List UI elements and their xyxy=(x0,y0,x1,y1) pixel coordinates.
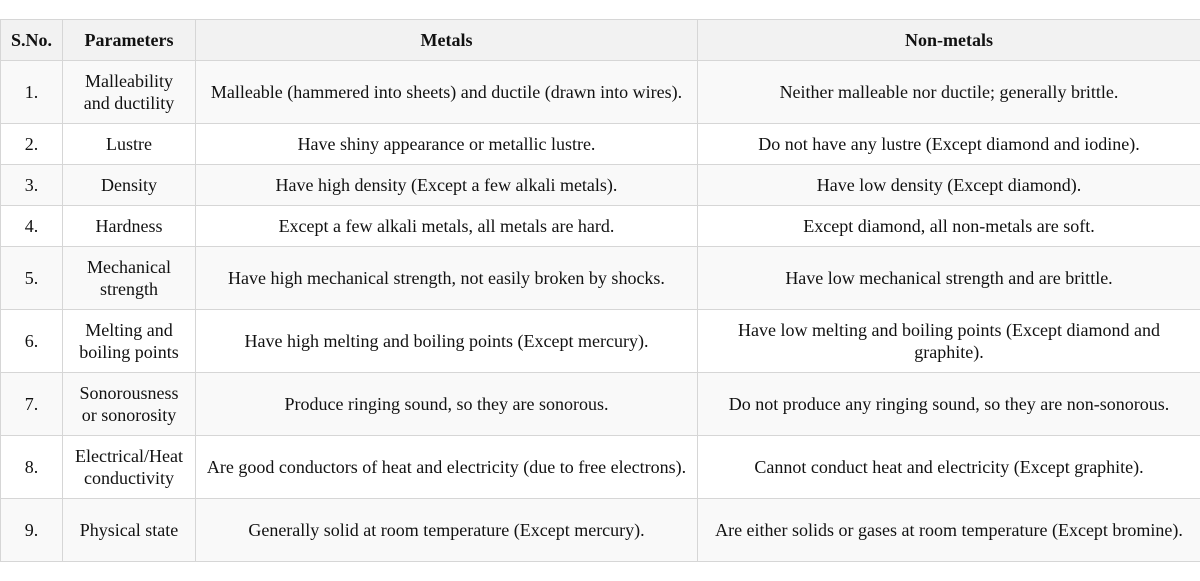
table-row xyxy=(1,165,1200,206)
cell-metals: Have high density (Except a few alkali metals). xyxy=(196,165,698,206)
cell-nonmetals: Neither malleable nor ductile; generally brittle. xyxy=(698,61,1200,124)
table-row xyxy=(1,124,1200,165)
table-row xyxy=(1,310,1200,373)
cell-nonmetals: Do not produce any ringing sound, so they are non-sonorous. xyxy=(698,373,1200,436)
cell-sno: 7. xyxy=(1,373,63,436)
header-metals: Metals xyxy=(196,20,698,61)
cell-parameter: Electrical/Heat conductivity xyxy=(63,436,196,499)
header-sno: S.No. xyxy=(1,20,63,61)
cell-metals: Generally solid at room temperature (Except mercury). xyxy=(196,499,698,562)
cell-metals: Except a few alkali metals, all metals are hard. xyxy=(196,206,698,247)
cell-parameter: Melting and boiling points xyxy=(63,310,196,373)
table-row xyxy=(1,247,1200,310)
cell-parameter: Density xyxy=(63,165,196,206)
header-nonmetals: Non-metals xyxy=(698,20,1200,61)
cell-metals: Have high melting and boiling points (Except mercury). xyxy=(196,310,698,373)
cell-parameter: Lustre xyxy=(63,124,196,165)
cell-sno: 5. xyxy=(1,247,63,310)
cell-nonmetals: Cannot conduct heat and electricity (Except graphite). xyxy=(698,436,1200,499)
cell-nonmetals: Have low density (Except diamond). xyxy=(698,165,1200,206)
cell-nonmetals: Have low mechanical strength and are brittle. xyxy=(698,247,1200,310)
metals-nonmetals-table xyxy=(0,19,1200,562)
cell-metals: Malleable (hammered into sheets) and ductile (drawn into wires). xyxy=(196,61,698,124)
table-row xyxy=(1,373,1200,436)
cell-nonmetals: Do not have any lustre (Except diamond and iodine). xyxy=(698,124,1200,165)
cell-metals: Have shiny appearance or metallic lustre. xyxy=(196,124,698,165)
cell-parameter: Physical state xyxy=(63,499,196,562)
cell-metals: Have high mechanical strength, not easily broken by shocks. xyxy=(196,247,698,310)
cell-metals: Are good conductors of heat and electricity (due to free electrons). xyxy=(196,436,698,499)
cell-metals: Produce ringing sound, so they are sonorous. xyxy=(196,373,698,436)
table-row xyxy=(1,61,1200,124)
table-header-row xyxy=(1,20,1200,61)
table-row xyxy=(1,436,1200,499)
cell-parameter: Malleability and ductility xyxy=(63,61,196,124)
cell-nonmetals: Are either solids or gases at room temperature (Except bromine). xyxy=(698,499,1200,562)
cell-parameter: Hardness xyxy=(63,206,196,247)
cell-parameter: Sonorousness or sonorosity xyxy=(63,373,196,436)
cell-parameter: Mechanical strength xyxy=(63,247,196,310)
comparison-table-container xyxy=(0,19,1200,562)
cell-sno: 3. xyxy=(1,165,63,206)
cell-sno: 4. xyxy=(1,206,63,247)
cell-nonmetals: Have low melting and boiling points (Except diamond and graphite). xyxy=(698,310,1200,373)
cell-sno: 9. xyxy=(1,499,63,562)
cell-sno: 8. xyxy=(1,436,63,499)
table-row xyxy=(1,206,1200,247)
cell-sno: 6. xyxy=(1,310,63,373)
cell-sno: 2. xyxy=(1,124,63,165)
header-parameters: Parameters xyxy=(63,20,196,61)
cell-sno: 1. xyxy=(1,61,63,124)
table-row xyxy=(1,499,1200,562)
cell-nonmetals: Except diamond, all non-metals are soft. xyxy=(698,206,1200,247)
